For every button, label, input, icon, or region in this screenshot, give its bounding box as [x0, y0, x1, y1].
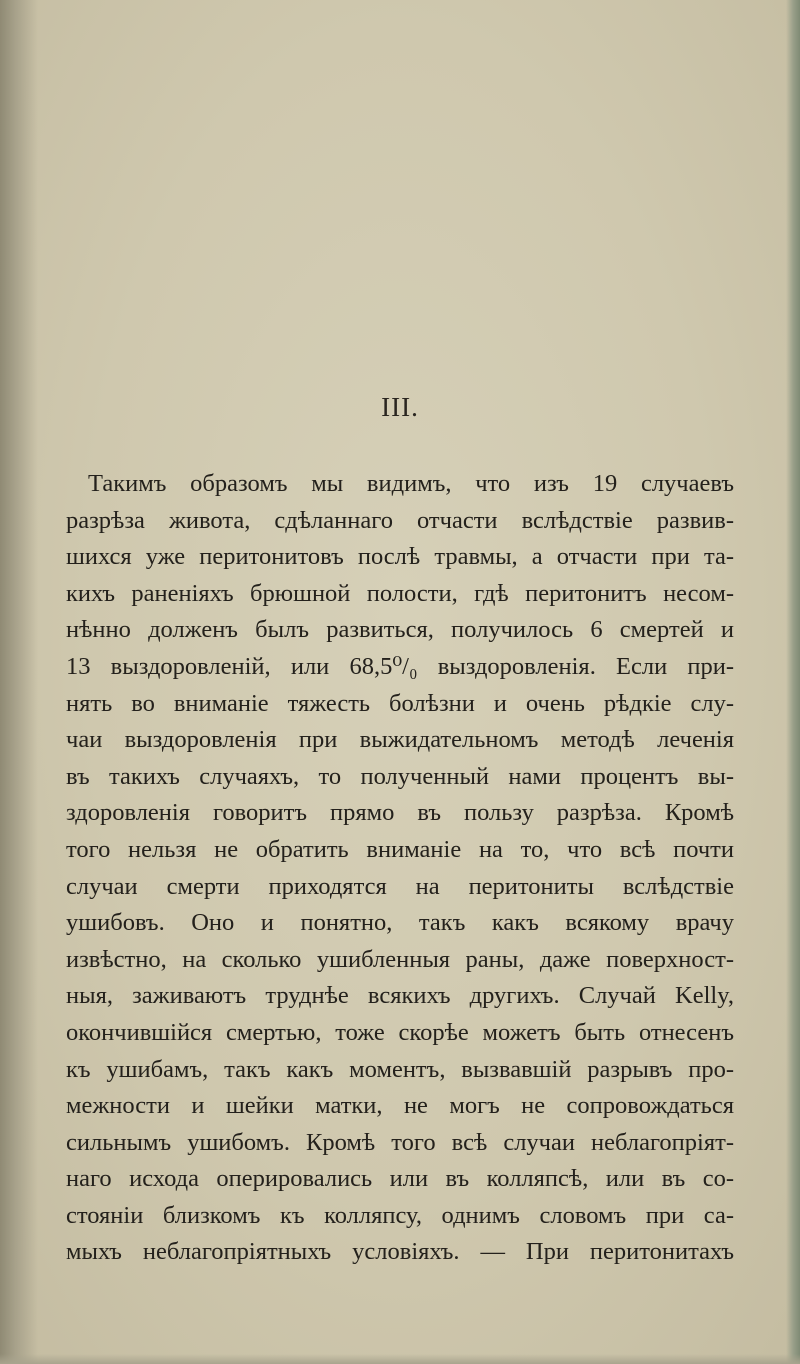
text-line: къ ушибамъ, такъ какъ моментъ, вызвавшій разрывъ про- [66, 1055, 734, 1083]
text-line: ушибовъ. Оно и понятно, такъ какъ всякому врачу [66, 909, 734, 937]
text-line: въ такихъ случаяхъ, то полученный нами процентъ вы- [66, 762, 734, 790]
page-edge-right [786, 0, 800, 1364]
text-line: 13 выздоровленій, или 68,5⁰/₀ выздоровленія. Если при- [66, 652, 734, 680]
text-line: того нельзя не обратить вниманіе на то, что всѣ почти [66, 835, 734, 863]
text-line: межности и шейки матки, не могъ не сопровождаться [66, 1092, 734, 1120]
text-line: наго исхода оперировались или въ колляпсѣ, или въ со- [66, 1165, 734, 1193]
paragraph [66, 466, 734, 1271]
text-line: ныя, заживаютъ труднѣе всякихъ другихъ. Случай Kelly, [66, 982, 734, 1010]
text-line: нять во вниманіе тяжесть болѣзни и очень рѣдкіе слу- [66, 689, 734, 717]
text-line: мыхъ неблагопріятныхъ условіяхъ. — При перитонитахъ [66, 1238, 734, 1266]
text-line: стояніи близкомъ къ колляпсу, однимъ словомъ при са- [66, 1201, 734, 1229]
page-edge-bottom [0, 1354, 800, 1364]
text-line: случаи смерти приходятся на перитониты вслѣдствіе [66, 872, 734, 900]
text-line: нѣнно долженъ былъ развиться, получилось 6 смертей и [66, 616, 734, 644]
text-line: сильнымъ ушибомъ. Кромѣ того всѣ случаи неблагопріят- [66, 1128, 734, 1156]
text-line: окончившійся смертью, тоже скорѣе можетъ быть отнесенъ [66, 1018, 734, 1046]
section-heading: III. [381, 392, 419, 422]
text-line: здоровленія говоритъ прямо въ пользу разрѣза. Кромѣ [66, 799, 734, 827]
text-line: извѣстно, на сколько ушибленныя раны, даже поверхност- [66, 945, 734, 973]
text-line: чаи выздоровленія при выжидательномъ методѣ леченія [66, 726, 734, 754]
text-line: Такимъ образомъ мы видимъ, что изъ 19 случаевъ [88, 470, 734, 497]
binding-shadow [0, 0, 38, 1364]
text-line: разрѣза живота, сдѣланнаго отчасти вслѣдствіе развив- [66, 506, 734, 534]
text-line: шихся уже перитонитовъ послѣ травмы, а отчасти при та- [66, 543, 734, 571]
text-line: кихъ раненіяхъ брюшной полости, гдѣ перитонитъ несом- [66, 579, 734, 607]
